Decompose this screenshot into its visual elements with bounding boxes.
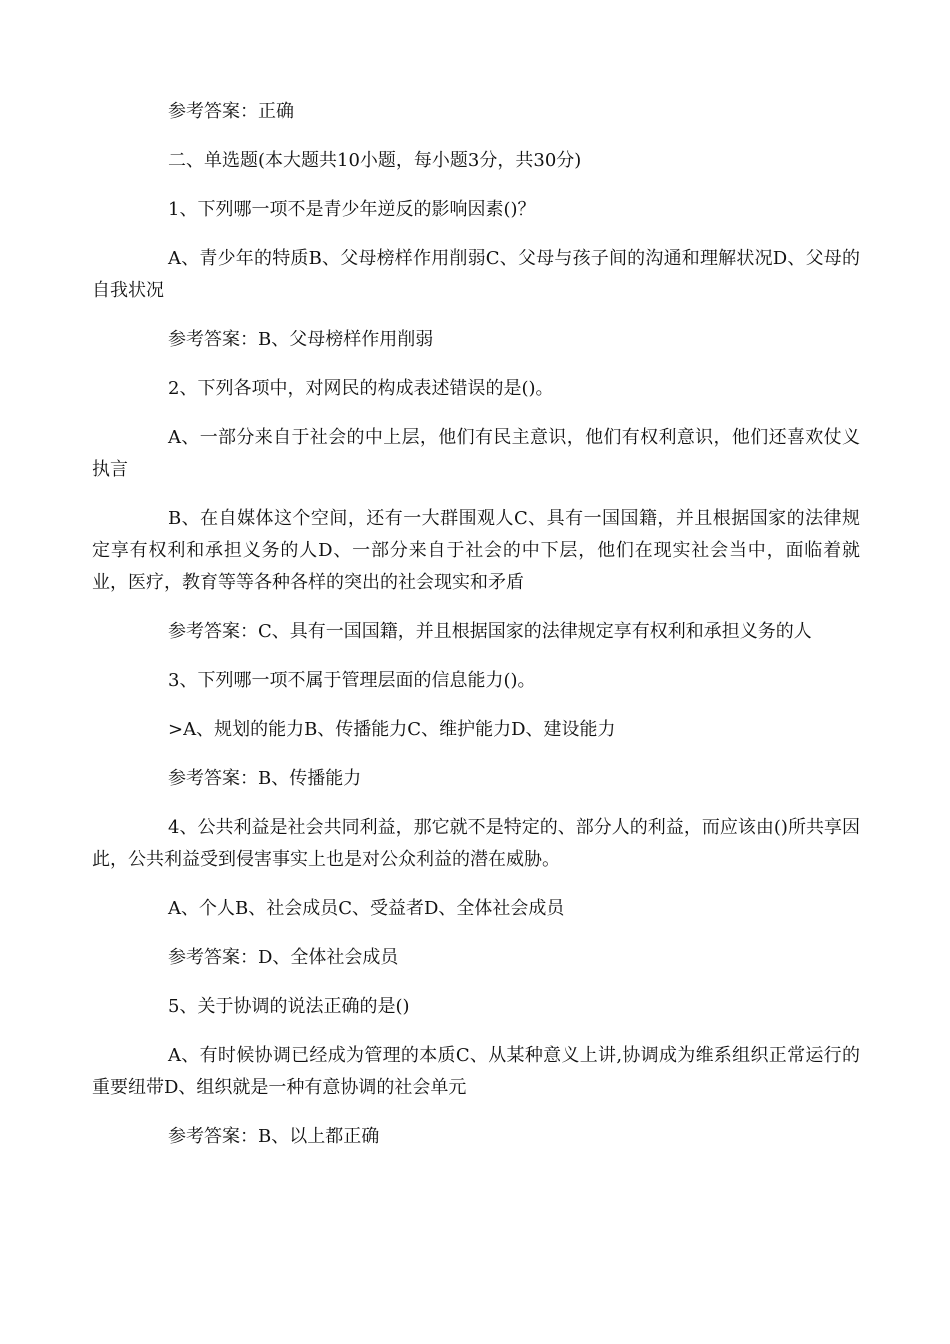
question-2-options-bcd: B、在自媒体这个空间，还有一大群围观人C、具有一国国籍，并且根据国家的法律规定享有权利和承担义务的人D、一部分来自于社会的中下层，他们在现实社会当中，面临着就业，医疗，教育等等各种各样的突出的社会现实和矛盾 [92, 508, 860, 593]
question-1: 1、下列哪一项不是青少年逆反的影响因素()？ [168, 199, 536, 220]
question-5-answer: 参考答案：B、以上都正确 [168, 1126, 380, 1147]
question-2-answer: 参考答案：C、具有一国国籍，并且根据国家的法律规定享有权利和承担义务的人 [168, 621, 812, 642]
question-3-options: >A、规划的能力B、传播能力C、维护能力D、建设能力 [168, 719, 616, 740]
question-1-answer: 参考答案：B、父母榜样作用削弱 [168, 329, 434, 350]
question-5: 5、关于协调的说法正确的是() [168, 996, 410, 1017]
question-3: 3、下列哪一项不属于管理层面的信息能力()。 [168, 670, 536, 691]
question-4-options: A、个人B、社会成员C、受益者D、全体社会成员 [168, 898, 565, 919]
question-2-option-a: A、一部分来自于社会的中上层，他们有民主意识，他们有权利意识，他们还喜欢仗义执言 [92, 427, 860, 480]
answer-paragraph: 参考答案：正确 [168, 101, 294, 122]
question-4-answer: 参考答案：D、全体社会成员 [168, 947, 399, 968]
section-heading: 二、单选题(本大题共10小题，每小题3分，共30分) [168, 150, 582, 171]
question-5-options: A、有时候协调已经成为管理的本质C、从某种意义上讲,协调成为维系组织正常运行的重要纽带D、组织就是一种有意协调的社会单元 [92, 1045, 860, 1098]
question-1-options: A、青少年的特质B、父母榜样作用削弱C、父母与孩子间的沟通和理解状况D、父母的自我状况 [92, 248, 860, 301]
document-body [92, 96, 860, 1170]
question-2: 2、下列各项中，对网民的构成表述错误的是()。 [168, 378, 554, 399]
question-3-answer: 参考答案：B、传播能力 [168, 768, 362, 789]
question-4: 4、公共利益是社会共同利益，那它就不是特定的、部分人的利益，而应该由()所共享因此，公共利益受到侵害事实上也是对公众利益的潜在威胁。 [92, 817, 860, 870]
